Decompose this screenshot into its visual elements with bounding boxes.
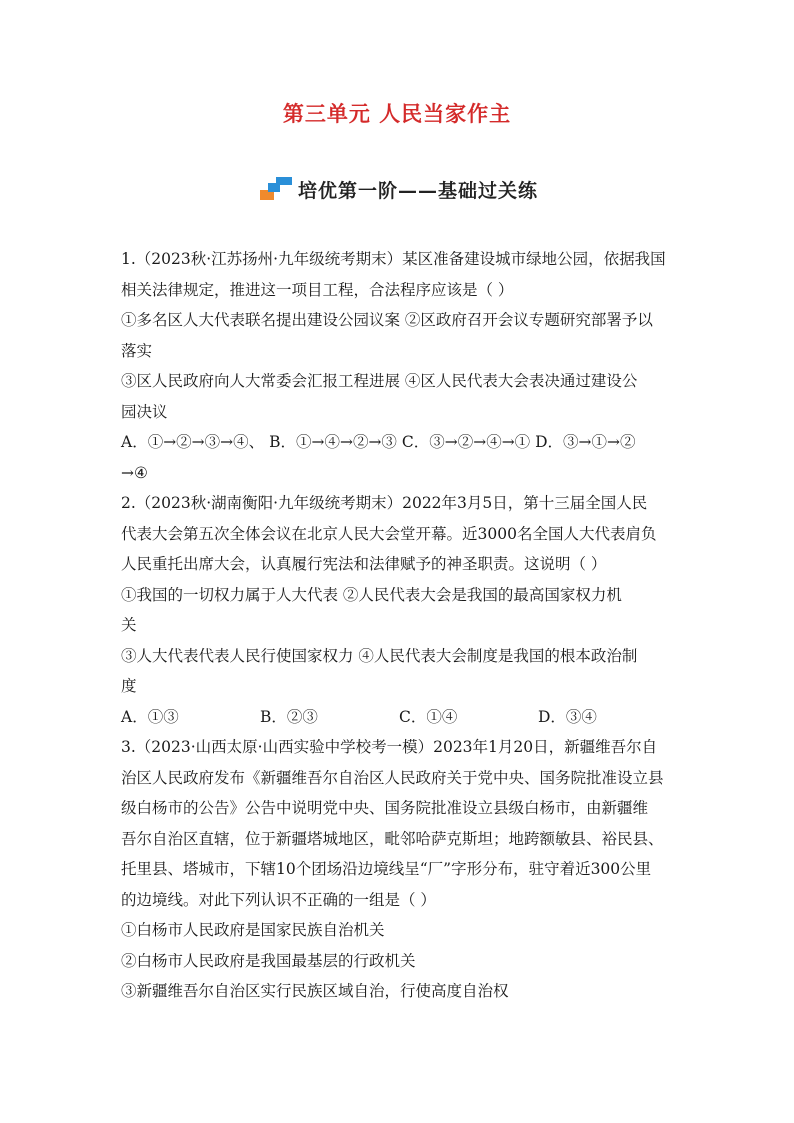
text-line: 关: [121, 616, 137, 634]
option-c: C．①④: [399, 707, 458, 726]
text-line: 2.（2023秋·湖南衡阳·九年级统考期末）2022年3月5日，第十三届全国人民: [121, 494, 648, 512]
text-line: 吾尔自治区直辖，位于新疆塔城地区，毗邻哈萨克斯坦；地跨额敏县、裕民县、: [121, 829, 664, 848]
option-a: A．①③: [121, 707, 179, 726]
text-line: 代表大会第五次全体会议在北京人民大会堂开幕。近3000名全国人大代表肩负: [121, 524, 657, 543]
text-line: ③区人民政府向人大常委会汇报工程进展 ④区人民代表大会表决通过建设公: [121, 372, 638, 390]
text-line: 相关法律规定，推进这一项目工程，合法程序应该是（ ）: [121, 280, 514, 299]
text-line: 托里县、塔城市，下辖10个团场沿边境线呈“厂”字形分布，驻守着近300公里: [121, 860, 652, 878]
text-line: 园决议: [121, 402, 168, 421]
text-line: 级白杨市的公告》公告中说明党中央、国务院批准设立县级白杨市，由新疆维: [121, 799, 649, 817]
section-header: [258, 176, 538, 203]
text-line: 1.（2023秋·江苏扬州·九年级统考期末）某区准备建设城市绿地公园，依据我国: [121, 250, 666, 268]
text-line: 落实: [121, 341, 153, 360]
text-line: →④: [121, 463, 148, 482]
option-b: B．②③: [260, 707, 318, 726]
text-line: ③人大代表代表人民行使国家权力 ④人民代表大会制度是我国的根本政治制: [121, 646, 638, 665]
section-title: 培优第一阶——基础过关练: [298, 180, 539, 202]
text-line: 度: [121, 677, 137, 695]
text-line: A．①→②→③→④、 B．①→④→②→③ C．③→②→④→① D．③→①→②: [121, 433, 636, 451]
steps-icon: [258, 177, 296, 203]
question-content: [121, 244, 677, 1007]
text-line: ①我国的一切权力属于人大代表 ②人民代表大会是我国的最高国家权力机: [121, 585, 622, 604]
text-line: ②白杨市人民政府是我国最基层的行政机关: [121, 951, 416, 970]
text-line: 人民重托出席大会，认真履行宪法和法律赋予的神圣职责。这说明（ ）: [121, 555, 607, 573]
text-line: 3.（2023·山西太原·山西实验中学校考一模）2023年1月20日，新疆维吾尔自: [121, 738, 658, 756]
page-title: 第三单元 人民当家作主: [282, 101, 512, 126]
text-line: 治区人民政府发布《新疆维吾尔自治区人民政府关于党中央、国务院批准设立县: [121, 768, 664, 787]
q2-options: [121, 702, 677, 733]
text-line: ③新疆维吾尔自治区实行民族区域自治，行使高度自治权: [121, 982, 509, 1000]
option-d: D．③④: [538, 707, 597, 726]
text-line: 的边境线。对此下列认识不正确的一组是（ ）: [121, 890, 436, 909]
text-line: ①白杨市人民政府是国家民族自治机关: [121, 921, 385, 939]
text-line: ①多名区人大代表联名提出建设公园议案 ②区政府召开会议专题研究部署予以: [121, 311, 653, 329]
